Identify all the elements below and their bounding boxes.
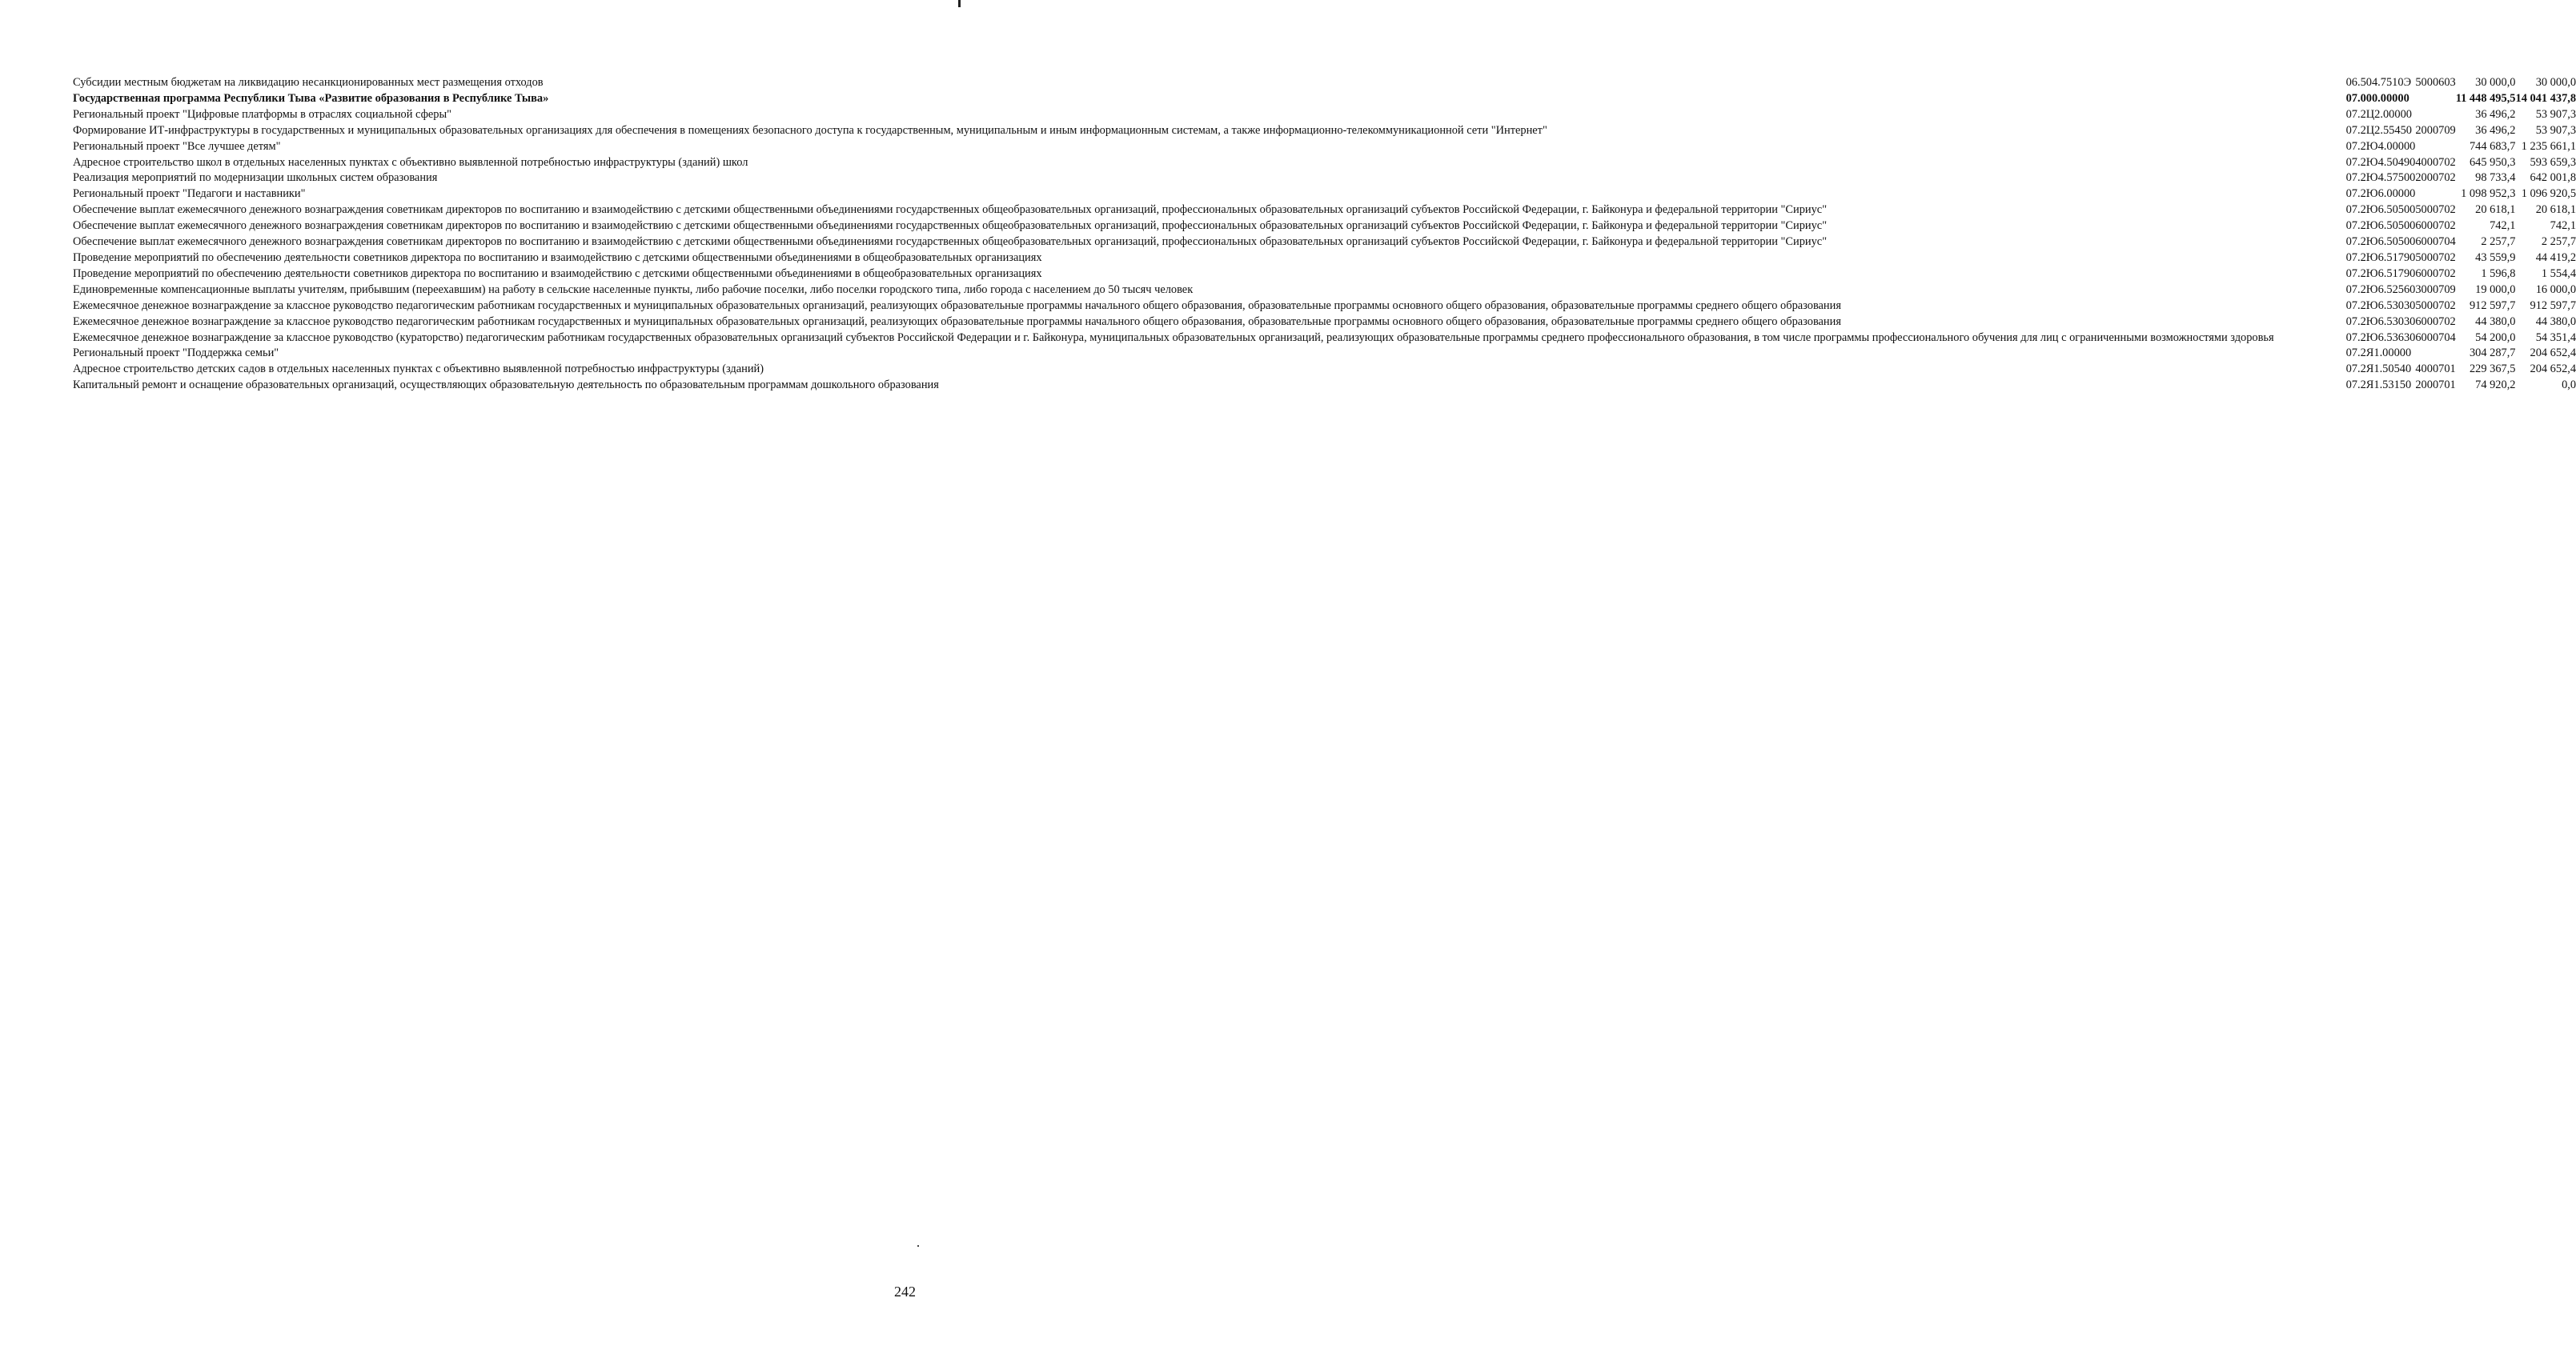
row-amount-year1: 2 257,7: [2481, 235, 2516, 249]
row-amount-year1: 1 596,8: [2481, 266, 2516, 280]
row-amount-year2: 44 380,0: [2535, 314, 2576, 328]
row-amount-year2: 2 257,7: [2541, 235, 2576, 249]
row-name: Обеспечение выплат ежемесячного денежного вознаграждения советникам директоров по воспитанию и взаимодействию с детскими общественными объединениями государственных общеобразовательных организаций, профессиональных образовательных организаций субъектов Российской Федерации, г. Байконура и федеральной территории "Сириус": [73, 219, 1828, 233]
row-code: 07.2Ю6.51790: [2345, 250, 2416, 264]
table-row: [73, 250, 2576, 266]
row-amount-year1: 19 000,0: [2475, 282, 2516, 296]
row-name: Обеспечение выплат ежемесячного денежного вознаграждения советникам директоров по воспитанию и взаимодействию с детскими общественными объединениями государственных общеобразовательных организаций, профессиональных образовательных организаций субъектов Российской Федерации, г. Байконура и федеральной территории "Сириус": [73, 203, 1828, 217]
page-number: 242: [894, 1284, 916, 1300]
row-subsection: [2444, 186, 2455, 202]
row-code: 07.2Я1.00000: [2345, 347, 2412, 360]
row-section: [2433, 346, 2444, 362]
row-name: Проведение мероприятий по обеспечению деятельности советников директора по воспитанию и взаимодействию с детскими общественными объединениями в общеобразовательных организациях: [73, 266, 1042, 280]
row-expense-type: [2415, 346, 2433, 362]
row-amount-year1: 36 496,2: [2475, 123, 2516, 137]
row-section: 07: [2432, 250, 2445, 264]
row-name: Адресное строительство школ в отдельных населенных пунктах с объективно выявленной потребностью инфраструктуры (зданий) школ: [73, 155, 748, 169]
row-amount-year2: 593 659,3: [2530, 155, 2576, 169]
row-expense-type: 200: [2415, 171, 2433, 185]
row-name: Региональный проект "Педагоги и наставники": [73, 187, 306, 201]
row-subsection: 02: [2444, 298, 2456, 312]
row-code: 07.2Ю6.52560: [2345, 282, 2416, 296]
row-name: Реализация мероприятий по модернизации школьных систем образования: [73, 171, 438, 185]
row-amount-year1: 54 200,0: [2475, 330, 2516, 344]
row-expense-type: 300: [2415, 282, 2433, 296]
row-name: Субсидии местным бюджетам на ликвидацию несанкционированных мест размещения отходов: [73, 76, 544, 89]
row-name: Ежемесячное денежное вознаграждение за классное руководство (кураторство) педагогическим работникам государственных образовательных организаций субъектов Российской Федерации и г. Байконура, муниципальных образовательных организаций, реализующих образовательные программы среднего профессионального образования, в том числе программы профессионального обучения для лиц с ограниченными возможностями здоровья: [73, 330, 2274, 344]
row-expense-type: 600: [2415, 219, 2433, 233]
row-expense-type: 600: [2415, 314, 2433, 328]
row-code: 07.2Ц2.00000: [2345, 107, 2412, 121]
row-code: 07.000.00000: [2345, 91, 2409, 105]
row-code: 07.2Я1.50540: [2345, 363, 2412, 376]
row-code: 07.2Ю6.53030: [2345, 298, 2416, 312]
row-expense-type: [2415, 186, 2433, 202]
table-row: [73, 107, 2576, 123]
row-amount-year2: 53 907,3: [2535, 123, 2576, 137]
row-amount-year1: 20 618,1: [2475, 203, 2516, 217]
row-name: Ежемесячное денежное вознаграждение за классное руководство педагогическим работникам государственных и муниципальных образовательных организаций, реализующих образовательные программы начального общего образования, образовательные программы основного общего образования, образовательные программы среднего общего образования: [73, 298, 1841, 312]
row-expense-type: 600: [2415, 235, 2433, 249]
row-subsection: 09: [2444, 282, 2456, 296]
row-amount-year2: 204 652,4: [2530, 363, 2576, 376]
row-code: 07.2Ю6.53630: [2345, 330, 2416, 344]
row-code: 07.2Ю4.57500: [2345, 171, 2416, 185]
table-row: [73, 75, 2576, 91]
table-row: [73, 139, 2576, 155]
row-amount-year2: 44 419,2: [2535, 250, 2576, 264]
row-subsection: 09: [2444, 123, 2456, 137]
row-section: 07: [2432, 123, 2445, 137]
row-expense-type: [2415, 91, 2433, 107]
table-row: [73, 155, 2576, 171]
row-amount-year1: 30 000,0: [2475, 76, 2516, 89]
row-amount-year1: 1 098 952,3: [2461, 187, 2516, 201]
row-subsection: 04: [2444, 330, 2456, 344]
table-row: [73, 218, 2576, 234]
row-expense-type: 200: [2415, 379, 2433, 392]
row-code: 06.504.7510Э: [2345, 76, 2412, 89]
row-name: Региональный проект "Все лучшее детям": [73, 139, 281, 153]
row-section: [2433, 139, 2444, 155]
row-amount-year1: 43 559,9: [2475, 250, 2516, 264]
table-row: [73, 91, 2576, 107]
row-name: Региональный проект "Цифровые платформы в отраслях социальной сферы": [73, 107, 452, 121]
row-subsection: 02: [2444, 314, 2456, 328]
row-subsection: 02: [2444, 266, 2456, 280]
row-expense-type: 500: [2415, 76, 2433, 89]
row-expense-type: 400: [2415, 363, 2433, 376]
row-section: [2433, 107, 2444, 123]
row-section: 07: [2432, 282, 2445, 296]
row-section: 07: [2432, 363, 2445, 376]
table-row: [73, 186, 2576, 202]
row-subsection: [2444, 346, 2455, 362]
row-name: Ежемесячное денежное вознаграждение за классное руководство педагогическим работникам государственных и муниципальных образовательных организаций, реализующих образовательные программы начального общего образования, образовательные программы основного общего образования, образовательные программы среднего общего образования: [73, 314, 1841, 328]
row-section: [2433, 186, 2444, 202]
row-amount-year1: 44 380,0: [2475, 314, 2516, 328]
row-amount-year2: 1 554,4: [2541, 266, 2576, 280]
row-amount-year2: 1 235 661,1: [2521, 139, 2576, 153]
row-code: 07.2Ю6.00000: [2345, 187, 2416, 201]
row-code: 07.2Ю6.51790: [2345, 266, 2416, 280]
row-code: 07.2Ю4.00000: [2345, 139, 2416, 153]
row-name: Адресное строительство детских садов в отдельных населенных пунктах с объективно выявленной потребностью инфраструктуры (зданий): [73, 363, 764, 376]
row-section: 07: [2432, 379, 2445, 392]
row-expense-type: 500: [2415, 250, 2433, 264]
row-code: 07.2Ю6.50500: [2345, 203, 2416, 217]
row-section: 07: [2432, 155, 2445, 169]
row-name: Капитальный ремонт и оснащение образовательных организаций, осуществляющих образовательную деятельность по образовательным программам дошкольного образования: [73, 379, 939, 392]
table-row: [73, 266, 2576, 282]
table-row: [73, 362, 2576, 378]
row-expense-type: 200: [2415, 123, 2433, 137]
row-subsection: 04: [2444, 235, 2456, 249]
row-amount-year1: 645 950,3: [2469, 155, 2516, 169]
row-name: Проведение мероприятий по обеспечению деятельности советников директора по воспитанию и взаимодействию с детскими общественными объединениями в общеобразовательных организациях: [73, 250, 1042, 264]
row-section: [2433, 91, 2444, 107]
row-name: Региональный проект "Поддержка семьи": [73, 347, 279, 360]
row-name: Единовременные компенсационные выплаты учителям, прибывшим (переехавшим) на работу в сельские населенные пункты, либо рабочие поселки, либо поселки городского типа, либо города с населением до 50 тысяч человек: [73, 282, 1194, 296]
row-amount-year2: 16 000,0: [2535, 282, 2576, 296]
row-code: 07.2Ю4.50490: [2345, 155, 2416, 169]
row-subsection: [2444, 107, 2455, 123]
table-row: [73, 170, 2576, 186]
row-code: 07.2Ю6.53030: [2345, 314, 2416, 328]
table-row: [73, 123, 2576, 139]
row-amount-year2: 642 001,8: [2530, 171, 2576, 185]
row-amount-year2: 0,0: [2562, 379, 2576, 392]
table-row: [73, 330, 2576, 347]
row-amount-year2: 14 041 437,8: [2515, 91, 2576, 105]
row-expense-type: 400: [2415, 155, 2433, 169]
row-section: 07: [2432, 235, 2445, 249]
row-amount-year2: 912 597,7: [2530, 298, 2576, 312]
row-amount-year2: 742,1: [2550, 219, 2576, 233]
row-amount-year1: 744 683,7: [2469, 139, 2516, 153]
row-amount-year1: 98 733,4: [2475, 171, 2516, 185]
row-code: 07.2Ю6.50500: [2345, 219, 2416, 233]
row-section: 06: [2432, 76, 2445, 89]
row-amount-year2: 204 652,4: [2530, 347, 2576, 360]
row-amount-year1: 229 367,5: [2469, 363, 2516, 376]
row-section: 07: [2432, 314, 2445, 328]
row-section: 07: [2432, 266, 2445, 280]
row-expense-type: [2415, 107, 2433, 123]
table-row: [73, 282, 2576, 298]
row-code: 07.2Ц2.55450: [2345, 123, 2412, 137]
row-subsection: 02: [2444, 155, 2456, 169]
table-row: [73, 234, 2576, 250]
scan-mark: [958, 0, 961, 7]
row-amount-year1: 11 448 495,5: [2455, 91, 2516, 105]
row-name: Государственная программа Республики Тыва «Развитие образования в Республике Тыва»: [73, 91, 549, 105]
row-expense-type: 500: [2415, 298, 2433, 312]
table-row: [73, 202, 2576, 218]
row-subsection: [2444, 139, 2455, 155]
row-subsection: [2444, 91, 2455, 107]
row-name: Формирование ИТ-инфраструктуры в государственных и муниципальных образовательных организациях для обеспечения в помещениях безопасного доступа к государственным, муниципальным и иным информационным системам, а также информационно-телекоммуникационной сети "Интернет": [73, 123, 1547, 137]
row-amount-year2: 20 618,1: [2535, 203, 2576, 217]
row-section: 07: [2432, 330, 2445, 344]
table-row: [73, 314, 2576, 330]
row-amount-year2: 54 351,4: [2535, 330, 2576, 344]
row-subsection: 02: [2444, 171, 2456, 185]
row-amount-year2: 30 000,0: [2535, 76, 2576, 89]
row-subsection: 01: [2444, 379, 2456, 392]
row-amount-year1: 304 287,7: [2469, 347, 2516, 360]
budget-table-body: [73, 75, 2576, 394]
row-section: 07: [2432, 203, 2445, 217]
row-code: 07.2Я1.53150: [2345, 379, 2412, 392]
row-code: 07.2Ю6.50500: [2345, 235, 2416, 249]
row-subsection: 02: [2444, 203, 2456, 217]
table-row: [73, 346, 2576, 362]
row-amount-year2: 1 096 920,5: [2521, 187, 2576, 201]
row-subsection: 02: [2444, 250, 2456, 264]
row-amount-year1: 742,1: [2490, 219, 2516, 233]
row-name: Обеспечение выплат ежемесячного денежного вознаграждения советникам директоров по воспитанию и взаимодействию с детскими общественными объединениями государственных общеобразовательных организаций, профессиональных образовательных организаций субъектов Российской Федерации, г. Байконура и федеральной территории "Сириус": [73, 235, 1828, 249]
table-row: [73, 298, 2576, 314]
row-amount-year1: 36 496,2: [2475, 107, 2516, 121]
row-subsection: 02: [2444, 219, 2456, 233]
row-section: 07: [2432, 171, 2445, 185]
row-expense-type: 600: [2415, 330, 2433, 344]
row-amount-year1: 74 920,2: [2475, 379, 2516, 392]
row-amount-year2: 53 907,3: [2535, 107, 2576, 121]
table-row: [73, 378, 2576, 394]
row-subsection: 03: [2444, 76, 2456, 89]
row-section: 07: [2432, 298, 2445, 312]
budget-table: [73, 75, 2576, 394]
row-expense-type: [2415, 139, 2433, 155]
row-section: 07: [2432, 219, 2445, 233]
row-expense-type: 600: [2415, 266, 2433, 280]
row-amount-year1: 912 597,7: [2469, 298, 2516, 312]
row-expense-type: 500: [2415, 203, 2433, 217]
row-subsection: 01: [2444, 363, 2456, 376]
scan-dot: [917, 1245, 919, 1247]
